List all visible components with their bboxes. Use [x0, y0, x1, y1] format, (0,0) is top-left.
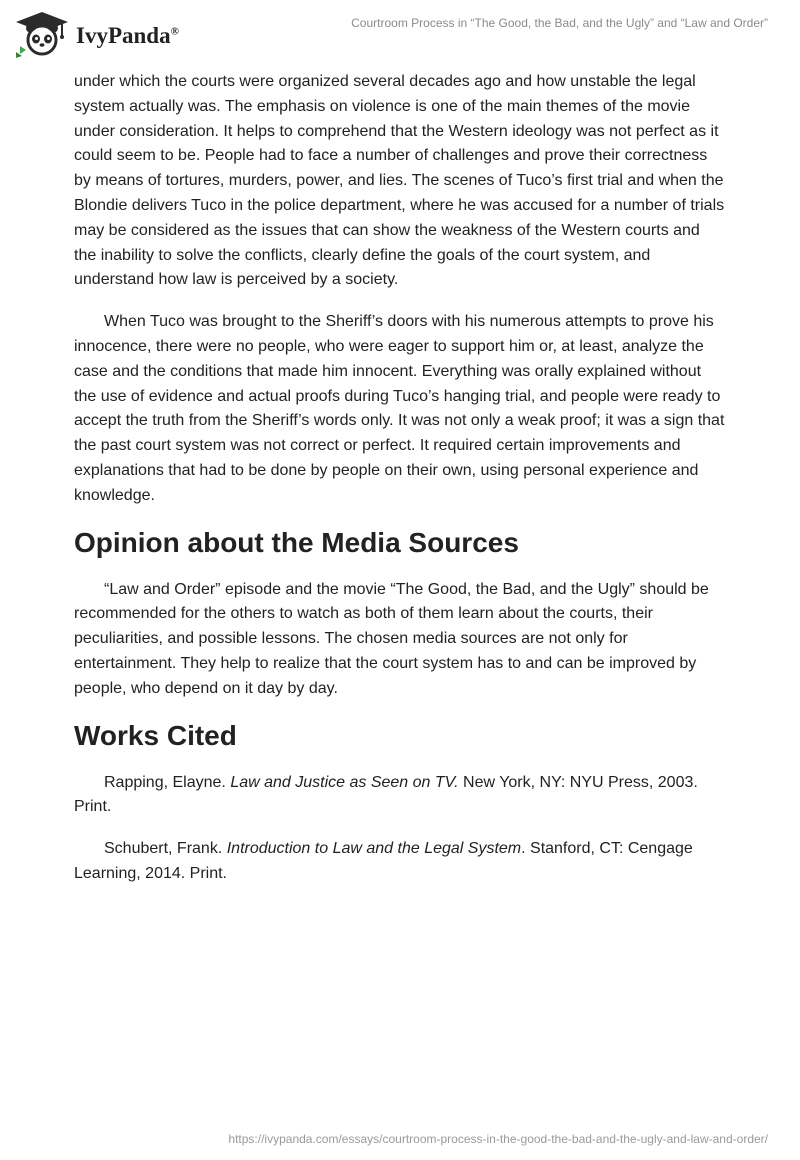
- source-url-link[interactable]: https://ivypanda.com/essays/courtroom-process-in-the-good-the-bad-and-the-ugly-and-law-and-order/: [228, 1132, 768, 1146]
- panda-graduate-icon: [14, 10, 70, 58]
- logo-wordmark: IvyPanda®: [76, 23, 179, 48]
- citation-title: Introduction to Law and the Legal System: [226, 840, 522, 858]
- paragraph-3: “Law and Order” episode and the movie “The Good, the Bad, and the Ugly” should be recommended for the others to watch as both of them learn about the courts, their peculiarities, and possible lessons. The chosen media sources are not only for entertainment. They help to realize that the court system has to and can be improved by people, who depend on it day by day.: [74, 580, 709, 697]
- citation-details: . Stanford, CT: Cengage Learning, 2014. Print.: [74, 840, 693, 882]
- paragraph-1: under which the courts were organized several decades ago and how unstable the legal system actually was. The emphasis on violence is one of the main themes of the movie under consideration. It helps to comprehend that the Western ideology was not perfect as it could seem to be. People had to face a number of challenges and prove their correctness by means of tortures, murders, power, and lies. The scenes of Tuco’s first trial and when the Blondie delivers Tuco in the police department, where he was accused for a number of trials may be considered as the issues that can show the weakness of the Western courts and the inability to solve the conflicts, clearly define the goals of the court system, and understand how law is perceived by a society.: [74, 73, 725, 289]
- citation-1: [74, 771, 726, 821]
- citation-details: New York, NY: NYU Press, 2003. Print.: [74, 773, 698, 816]
- heading-opinion: Opinion about the Media Sources: [74, 526, 519, 558]
- citation-author: Rapping, Elayne.: [104, 773, 231, 791]
- citation-2: [74, 837, 726, 887]
- citation-author: Schubert, Frank.: [104, 840, 227, 858]
- citation-title: Law and Justice as Seen on TV.: [230, 773, 459, 791]
- essay-content: [74, 70, 726, 904]
- page-header: [0, 0, 800, 64]
- document-title: Courtroom Process in “The Good, the Bad, and the Ugly” and “Law and Order”: [351, 16, 768, 30]
- heading-works-cited: Works Cited: [74, 719, 237, 751]
- ivypanda-logo[interactable]: [14, 10, 214, 58]
- paragraph-2: When Tuco was brought to the Sheriff’s doors with his numerous attempts to prove his innocence, there were no people, who were eager to support him or, at least, analyze the case and the conditions that made him innocent. Everything was orally explained without the use of evidence and actual proofs during Tuco’s hanging trial, and people were ready to accept the truth from the Sheriff’s words only. It was not only a weak proof; it was a sign that the past court system was not correct or perfect. It required certain improvements and explanations that had to be done by people on their own, using personal experience and knowledge.: [74, 313, 725, 504]
